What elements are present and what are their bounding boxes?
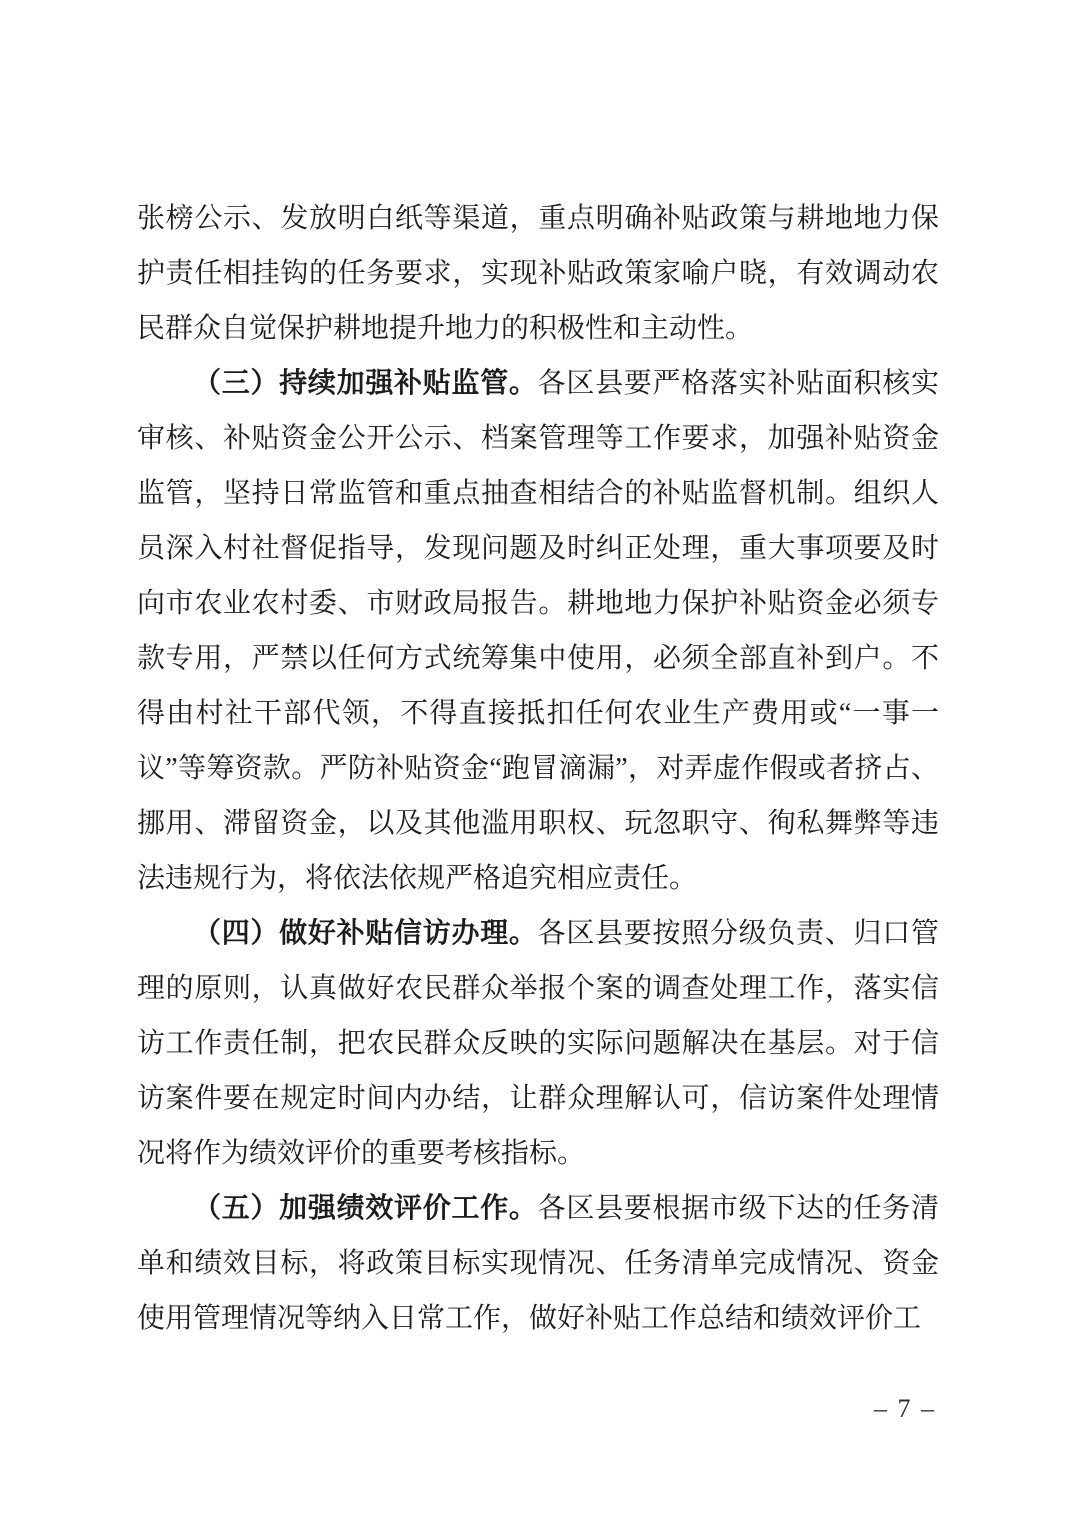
paragraph-lead: （五）加强绩效评价工作。 [193, 1193, 538, 1224]
document-text-block [137, 191, 939, 1346]
page-number: – 7 – [874, 1394, 934, 1423]
paragraph-text: 各区县要根据市级下达的任务清单和绩效目标，将政策目标实现情况、任务清单完成情况、资金使用管理情况等纳入日常工作，做好补贴工作总结和绩效评价工 [137, 1193, 939, 1334]
paragraph [137, 906, 939, 1181]
paragraph [137, 1181, 939, 1346]
paragraph [137, 356, 939, 906]
paragraph-lead: （四）做好补贴信访办理。 [193, 918, 538, 949]
paragraph [137, 191, 939, 356]
paragraph-text: 张榜公示、发放明白纸等渠道，重点明确补贴政策与耕地地力保护责任相挂钩的任务要求，实现补贴政策家喻户晓，有效调动农民群众自觉保护耕地提升地力的积极性和主动性。 [137, 203, 939, 344]
paragraph-text: 各区县要按照分级负责、归口管理的原则，认真做好农民群众举报个案的调查处理工作，落实信访工作责任制，把农民群众反映的实际问题解决在基层。对于信访案件要在规定时间内办结，让群众理解认可，信访案件处理情况将作为绩效评价的重要考核指标。 [137, 918, 939, 1169]
paragraph-lead: （三）持续加强补贴监管。 [193, 368, 538, 399]
paragraph-text: 各区县要严格落实补贴面积核实审核、补贴资金公开公示、档案管理等工作要求，加强补贴资金监管，坚持日常监管和重点抽查相结合的补贴监督机制。组织人员深入村社督促指导，发现问题及时纠正处理，重大事项要及时向市农业农村委、市财政局报告。耕地地力保护补贴资金必须专款专用，严禁以任何方式统筹集中使用，必须全部直补到户。不得由村社干部代领，不得直接抵扣任何农业生产费用或“一事一议”等筹资款。严防补贴资金“跑冒滴漏”，对弄虚作假或者挤占、挪用、滞留资金，以及其他滥用职权、玩忽职守、徇私舞弊等违法违规行为，将依法依规严格追究相应责任。 [137, 368, 939, 894]
